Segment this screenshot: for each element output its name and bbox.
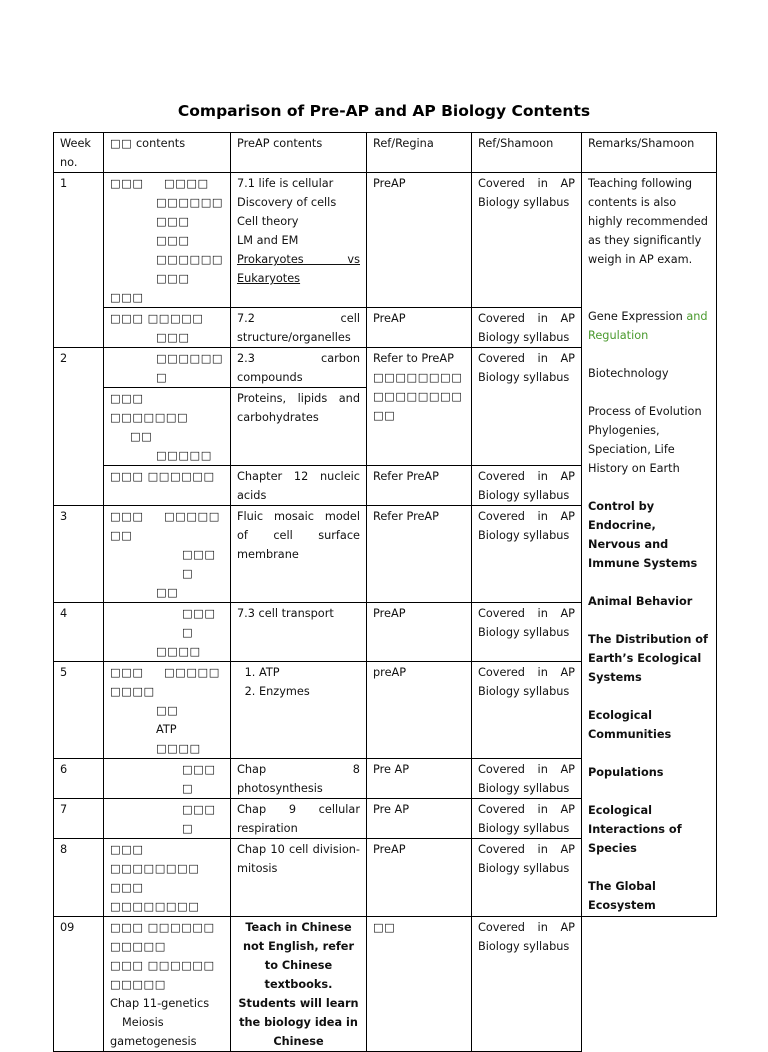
preap-cell: Chap 8 photosynthesis (231, 759, 367, 799)
ref-shamoon-cell: Covered in AP Biology syllabus (472, 603, 582, 662)
week-cell: 3 (54, 506, 104, 603)
week-cell: 7 (54, 799, 104, 839)
ref-shamoon-cell: Covered in AP Biology syllabus (472, 348, 582, 466)
table-row (54, 917, 717, 1052)
header-preap: PreAP contents (231, 133, 367, 173)
remarks-distribution: The Distribution of Earth’s Ecological Systems (588, 633, 708, 684)
chinese-contents-cell: □□□ □□□□ □□□□□□□□□ □□□ □□□□□□□□□ □□□ (104, 173, 231, 308)
ref-shamoon-cell: Covered in AP Biology syllabus (472, 173, 582, 308)
remarks-control: Control by Endocrine, Nervous and Immune Systems (588, 500, 698, 570)
list-item: 2. Enzymes (259, 682, 360, 701)
remarks-intro: Teaching following contents is also highly recommended as they significantly weigh in AP exam. (588, 177, 708, 266)
preap-cell: Chap 9 cellular respiration (231, 799, 367, 839)
chinese-contents-cell: □□□ □□□□□□□□□ □□ ATP □□□□ (104, 662, 231, 759)
preap-cell: Chap 10 cell division-mitosis (231, 839, 367, 917)
ref-shamoon-cell: Covered in AP Biology syllabus (472, 799, 582, 839)
chinese-contents-cell: □□□ □□□□□ □□□ (104, 308, 231, 348)
week-cell: 2 (54, 348, 104, 506)
preap-cell: 7.3 cell transport (231, 603, 367, 662)
remarks-evolution: Process of Evolution Phylogenies, Speciation, Life History on Earth (588, 405, 702, 475)
week-cell: 4 (54, 603, 104, 662)
chinese-contents-cell: □□□ □□□□□□□□ □□□ □□□□□□□□ (104, 839, 231, 917)
ref-shamoon-cell: Covered in AP Biology syllabus (472, 917, 582, 1052)
preap-cell: 2.3 carbon compounds (231, 348, 367, 388)
ref-regina-cell: PreAP (367, 308, 472, 348)
week-cell: 09 (54, 917, 104, 1052)
preap-cell: Proteins, lipids and carbohydrates (231, 388, 367, 466)
header-ref-shamoon: Ref/Shamoon (472, 133, 582, 173)
chinese-contents-cell: □□□ □□□□□□□□□□□ □□□ □□□□□□□□□□□ Chap 11-genetics Meiosis gametogenesis (104, 917, 231, 1052)
week-cell: 5 (54, 662, 104, 759)
preap-cell: Fluic mosaic model of cell surface membrane (231, 506, 367, 603)
remarks-global-ecosystem: The Global Ecosystem (588, 880, 656, 912)
chinese-contents-cell: □□□ □□□□□□□ □□ □□□□□ (104, 388, 231, 466)
remarks-biotechnology: Biotechnology (588, 367, 669, 380)
ref-shamoon-cell: Covered in AP Biology syllabus (472, 308, 582, 348)
week-cell: 1 (54, 173, 104, 348)
header-ref-regina: Ref/Regina (367, 133, 472, 173)
ref-regina-cell: PreAP (367, 603, 472, 662)
remarks-interactions: Ecological Interactions of Species (588, 804, 682, 855)
remarks-cell (582, 173, 717, 917)
ref-shamoon-cell: Covered in AP Biology syllabus (472, 662, 582, 759)
table-row (54, 173, 717, 308)
comparison-table (53, 132, 717, 1052)
preap-cell: 7.2 cell structure/organelles (231, 308, 367, 348)
preap-cell (231, 662, 367, 759)
week-cell: 6 (54, 759, 104, 799)
week-cell: 8 (54, 839, 104, 917)
preap-cell: Teach in Chinese not English, refer to Chinese textbooks. Students will learn the biology idea in Chinese (231, 917, 367, 1052)
ref-regina-cell: Pre AP (367, 759, 472, 799)
header-remarks: Remarks/Shamoon (582, 133, 717, 173)
remarks-populations: Populations (588, 766, 664, 779)
ref-regina-cell: PreAP (367, 173, 472, 308)
chinese-contents-cell: □□□□ (104, 759, 231, 799)
ref-regina-cell: Refer PreAP (367, 466, 472, 506)
remarks-communities: Ecological Communities (588, 709, 672, 741)
ref-shamoon-cell: Covered in AP Biology syllabus (472, 466, 582, 506)
ref-regina-cell: □□ (367, 917, 472, 1052)
header-contents: □□ contents (104, 133, 231, 173)
remarks-gene-expression: Gene Expression and Regulation (588, 310, 708, 342)
ref-regina-cell: Refer to PreAP □□□□□□□□□□□□□□□□□□ (367, 348, 472, 466)
ref-shamoon-cell: Covered in AP Biology syllabus (472, 839, 582, 917)
chinese-contents-cell: □□□□ □□□□ (104, 603, 231, 662)
ref-regina-cell: Pre AP (367, 799, 472, 839)
chinese-contents-cell: □□□ □□□□□□ (104, 466, 231, 506)
preap-cell: Chapter 12 nucleic acids (231, 466, 367, 506)
ref-regina-cell: PreAP (367, 839, 472, 917)
ref-shamoon-cell: Covered in AP Biology syllabus (472, 759, 582, 799)
chinese-contents-cell: □□□ □□□□□□□ □□□□ □□ (104, 506, 231, 603)
remarks-animal-behavior: Animal Behavior (588, 595, 693, 608)
list-item: 1. ATP (259, 663, 360, 682)
ref-shamoon-cell: Covered in AP Biology syllabus (472, 506, 582, 603)
chinese-contents-cell: □□□□□□□ (104, 348, 231, 388)
header-week: Week no. (54, 133, 104, 173)
ref-regina-cell: preAP (367, 662, 472, 759)
preap-cell: 7.1 life is cellular Discovery of cells Cell theory LM and EM Prokaryotes vs Eukaryotes (231, 173, 367, 308)
ref-regina-cell: Refer PreAP (367, 506, 472, 603)
header-row (54, 133, 717, 173)
page-title: Comparison of Pre-AP and AP Biology Contents (177, 102, 591, 120)
chinese-contents-cell: □□□□ (104, 799, 231, 839)
